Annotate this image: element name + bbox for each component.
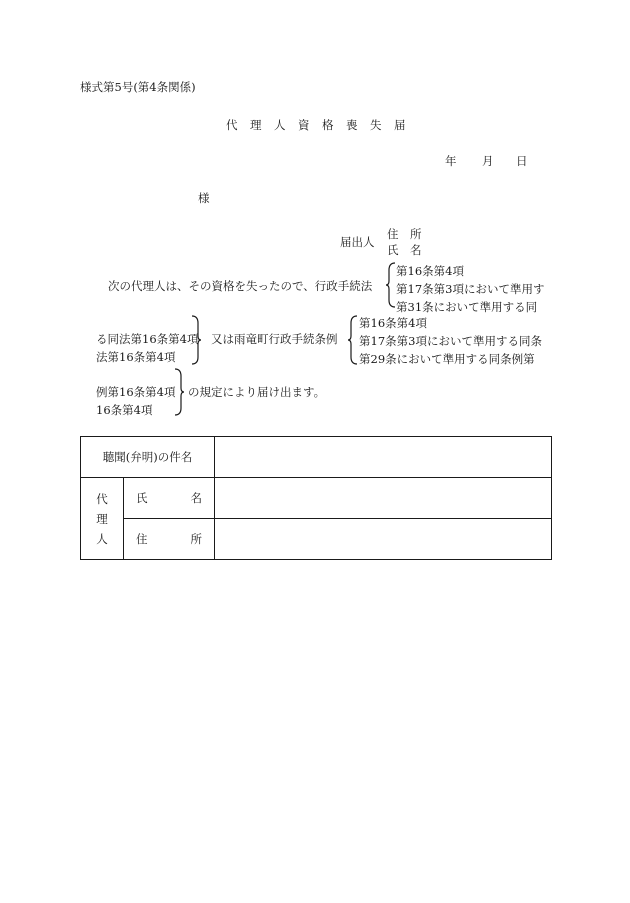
continuation-line: 16条第4項 (96, 403, 153, 417)
left-group-2 (96, 330, 198, 366)
option-group-1 (396, 262, 544, 316)
agent-name-field[interactable] (215, 478, 552, 519)
hearing-subject-field[interactable] (215, 437, 552, 478)
document-title (226, 120, 408, 132)
right-brace (174, 368, 184, 416)
address-label-char: 住 (136, 532, 148, 546)
name-label-char: 名 (190, 491, 202, 505)
left-brace (386, 262, 396, 308)
left-brace (348, 315, 358, 365)
option-item: 第16条第4項 (396, 264, 464, 278)
agent-label-char: 人 (96, 531, 108, 546)
title-char: 人 (274, 118, 286, 132)
option-item: 第17条第3項において準用す (396, 282, 545, 296)
agent-label-cell (81, 478, 124, 560)
agent-address-field[interactable] (215, 519, 552, 560)
title-char: 理 (250, 118, 262, 132)
title-char: 格 (322, 118, 334, 132)
continuation-line: る同法第16条第4項 (96, 332, 199, 346)
left-group-3 (96, 383, 175, 419)
agent-label-char: 代 (96, 491, 108, 506)
right-brace (191, 315, 201, 365)
title-char: 喪 (346, 118, 358, 132)
body-lead-text: 次の代理人は、その資格を失ったので、行政手続法 (108, 279, 373, 293)
title-char: 資 (298, 118, 310, 132)
continuation-line: 例第16条第4項 (96, 385, 176, 399)
option-group-2 (359, 314, 542, 368)
name-label-char: 氏 (136, 491, 148, 505)
date-day: 日 (516, 154, 528, 168)
date-month: 月 (482, 154, 494, 168)
continuation-line: 法第16条第4項 (96, 350, 176, 364)
addressee-honorific: 様 (198, 191, 210, 205)
title-char: 届 (394, 118, 406, 132)
applicant-address-label: 住 所 (387, 227, 422, 241)
address-label-char: 所 (190, 532, 202, 546)
date-year: 年 (445, 154, 457, 168)
option-item: 第17条第3項において準用する同条 (359, 334, 542, 348)
name-label-cell (124, 478, 215, 519)
option-item: 第31条において準用する同 (396, 300, 538, 314)
agent-info-table (80, 436, 552, 560)
address-label-cell (124, 519, 215, 560)
agent-label-char: 理 (96, 511, 108, 526)
applicant-name-label: 氏 名 (387, 243, 422, 257)
or-ordinance-text: 又は雨竜町行政手続条例 (211, 332, 338, 346)
option-item: 第29条において準用する同条例第 (359, 352, 535, 366)
title-char: 代 (226, 118, 238, 132)
form-number: 様式第5号(第4条関係) (80, 80, 196, 94)
option-item: 第16条第4項 (359, 316, 427, 330)
title-char: 失 (370, 118, 382, 132)
closing-text: の規定により届け出ます。 (188, 385, 326, 399)
applicant-label: 届出人 (340, 235, 375, 249)
hearing-subject-label: 聴聞(弁明)の件名 (81, 437, 215, 478)
